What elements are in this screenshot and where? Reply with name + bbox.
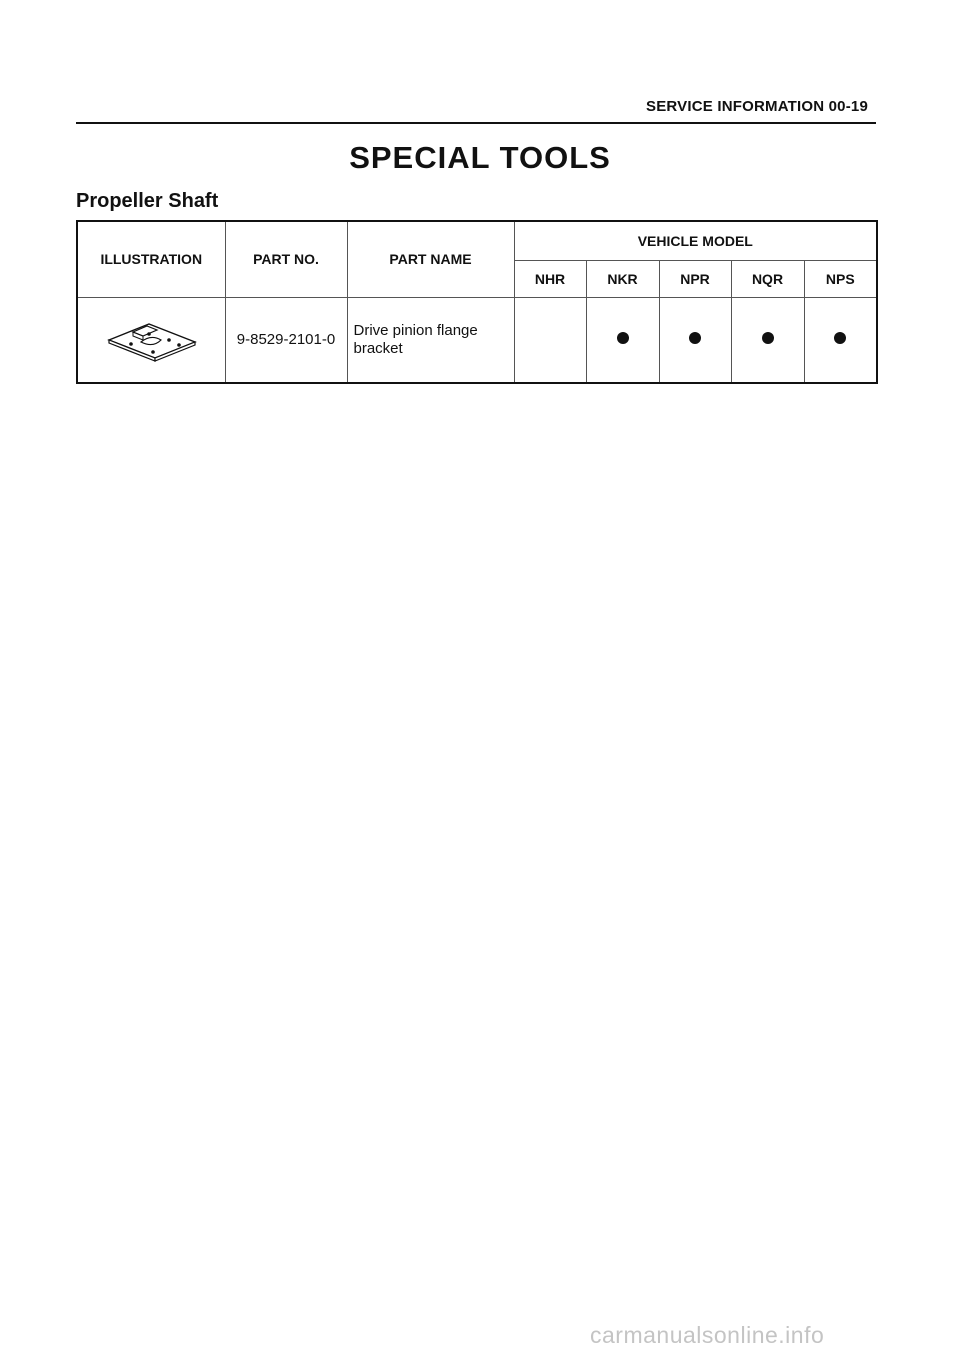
header-vehicle-model: VEHICLE MODEL	[514, 221, 877, 260]
header-model-nhr: NHR	[514, 260, 586, 297]
running-header: SERVICE INFORMATION 00-19	[646, 98, 868, 115]
applicability-npr	[659, 297, 731, 383]
applicable-dot-icon	[617, 332, 629, 344]
applicability-nps	[804, 297, 877, 383]
part-name-line1: Drive pinion flange	[353, 321, 478, 339]
applicability-nhr	[514, 297, 586, 383]
special-tools-table	[76, 220, 878, 384]
header-part-no: PART NO.	[225, 221, 347, 297]
table-row	[77, 297, 877, 383]
section-title: Propeller Shaft	[76, 190, 219, 212]
watermark-text: carmanualsonline.info	[590, 1322, 825, 1348]
applicable-dot-icon	[762, 332, 774, 344]
applicable-dot-icon	[834, 332, 846, 344]
applicability-nkr	[586, 297, 659, 383]
header-model-nps: NPS	[804, 260, 877, 297]
part-number: 9-8529-2101-0	[225, 297, 347, 383]
illustration-cell	[77, 297, 225, 383]
page-title: SPECIAL TOOLS	[349, 140, 611, 175]
header-model-npr: NPR	[659, 260, 731, 297]
part-name	[347, 297, 514, 383]
header-model-nqr: NQR	[731, 260, 804, 297]
applicability-nqr	[731, 297, 804, 383]
flange-bracket-icon	[103, 318, 199, 362]
header-model-nkr: NKR	[586, 260, 659, 297]
header-illustration: ILLUSTRATION	[77, 221, 225, 297]
header-part-name: PART NAME	[347, 221, 514, 297]
part-name-line2: bracket	[353, 339, 403, 357]
header-rule	[76, 122, 876, 124]
applicable-dot-icon	[689, 332, 701, 344]
